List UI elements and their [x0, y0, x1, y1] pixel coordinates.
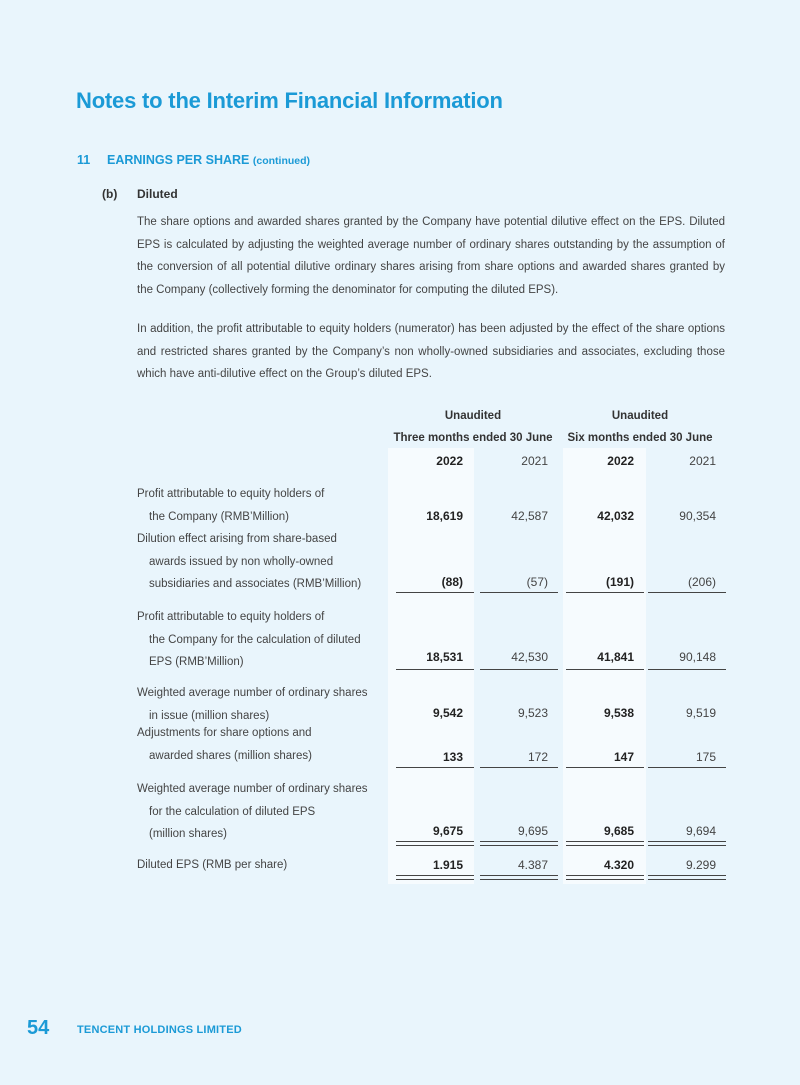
- total-rule: [396, 669, 474, 670]
- group-header-status: Unaudited: [611, 410, 669, 422]
- subtotal-rule: [396, 592, 474, 593]
- paragraph-2: In addition, the profit attributable to equity holders (numerator) has been adjusted by the effect of the share options and restricted shares granted by the Company’s non wholly-owned subsidiaries and associates, excluding those which have anti-dilutive effect on the Group’s diluted EPS.: [137, 323, 725, 380]
- subtotal-rule: [566, 767, 644, 768]
- section-number: 11: [77, 153, 91, 167]
- company-name: TENCENT HOLDINGS LIMITED: [77, 1024, 242, 1036]
- double-rule: [480, 875, 558, 880]
- double-rule: [648, 875, 726, 880]
- table-cell: (57): [526, 575, 548, 589]
- table-cell: 41,841: [597, 650, 634, 664]
- total-rule: [648, 669, 726, 670]
- paragraph-1: The share options and awarded shares granted by the Company have potential dilutive effect on the EPS. Diluted EPS is calculated by adjusting the weighted average number of ordinary shares outstanding by the assumption of the conversion of all potential dilutive ordinary shares arising from share options and awarded shares granted by the Company (collectively forming the denominator for computing the diluted EPS).: [137, 216, 725, 296]
- row-label: Weighted average number of ordinary shares for the calculation of diluted EPS (million shares): [137, 783, 368, 840]
- subsection-title: Diluted: [137, 187, 178, 201]
- page-title: Notes to the Interim Financial Information: [76, 88, 503, 113]
- subtotal-rule: [566, 592, 644, 593]
- total-rule: [480, 669, 558, 670]
- year-header: 2022: [436, 454, 463, 468]
- table-cell: 18,619: [426, 509, 463, 523]
- total-rule: [566, 669, 644, 670]
- section-continued: (continued): [252, 155, 311, 167]
- subtotal-rule: [480, 592, 558, 593]
- row-label: Profit attributable to equity holders of the Company for the calculation of diluted EPS (RMB’Million): [137, 611, 361, 668]
- table-cell: 172: [527, 750, 548, 764]
- table-cell: 90,354: [679, 509, 716, 523]
- row-label: Weighted average number of ordinary shares in issue (million shares): [137, 687, 368, 722]
- table-cell: 4.320: [603, 858, 634, 872]
- subsection-heading: [102, 187, 178, 201]
- row-label: Dilution effect arising from share-based awards issued by non wholly-owned subsidiaries and associates (RMB’Million): [137, 533, 362, 590]
- table-cell: 9.299: [685, 858, 716, 872]
- double-rule: [480, 841, 558, 846]
- group-header-period: Six months ended 30 June: [567, 432, 713, 444]
- subsection-label: (b): [102, 187, 118, 201]
- section-title: EARNINGS PER SHARE: [107, 153, 250, 167]
- table-cell: 9,542: [432, 706, 463, 720]
- group-header-status: Unaudited: [444, 410, 502, 422]
- table-cell: 18,531: [426, 650, 463, 664]
- table-cell: 147: [613, 750, 634, 764]
- subtotal-rule: [396, 767, 474, 768]
- table-cell: 9,538: [603, 706, 634, 720]
- year-header: 2022: [607, 454, 634, 468]
- row-label: Diluted EPS (RMB per share): [137, 859, 288, 871]
- section-heading: [77, 153, 310, 167]
- double-rule: [648, 841, 726, 846]
- subtotal-rule: [648, 592, 726, 593]
- table-cell: 90,148: [679, 650, 716, 664]
- double-rule: [396, 875, 474, 880]
- subtotal-rule: [480, 767, 558, 768]
- table-cell: 9,523: [517, 706, 548, 720]
- table-cell: 42,530: [511, 650, 548, 664]
- group-header-period: Three months ended 30 June: [393, 432, 553, 444]
- double-rule: [396, 841, 474, 846]
- subtotal-rule: [648, 767, 726, 768]
- table-cell: 42,587: [511, 509, 548, 523]
- table-cell: 9,685: [603, 824, 634, 838]
- table-cell: 9,694: [685, 824, 716, 838]
- table-cell: (88): [441, 575, 463, 589]
- table-cell: 175: [695, 750, 716, 764]
- table-cell: 9,675: [432, 824, 463, 838]
- row-label: Adjustments for share options and awarded shares (million shares): [137, 727, 312, 762]
- table-cell: 133: [442, 750, 463, 764]
- table-cell: 4.387: [517, 858, 548, 872]
- year-header: 2021: [521, 454, 548, 468]
- table-cell: (206): [687, 575, 716, 589]
- double-rule: [566, 841, 644, 846]
- year-header: 2021: [689, 454, 716, 468]
- table-cell: 9,695: [517, 824, 548, 838]
- double-rule: [566, 875, 644, 880]
- table-cell: 42,032: [597, 509, 634, 523]
- table-cell: (191): [605, 575, 634, 589]
- row-label: Profit attributable to equity holders of the Company (RMB’Million): [137, 488, 325, 523]
- table-cell: 1.915: [432, 858, 463, 872]
- table-cell: 9,519: [685, 706, 716, 720]
- page-number: 54: [27, 1017, 50, 1039]
